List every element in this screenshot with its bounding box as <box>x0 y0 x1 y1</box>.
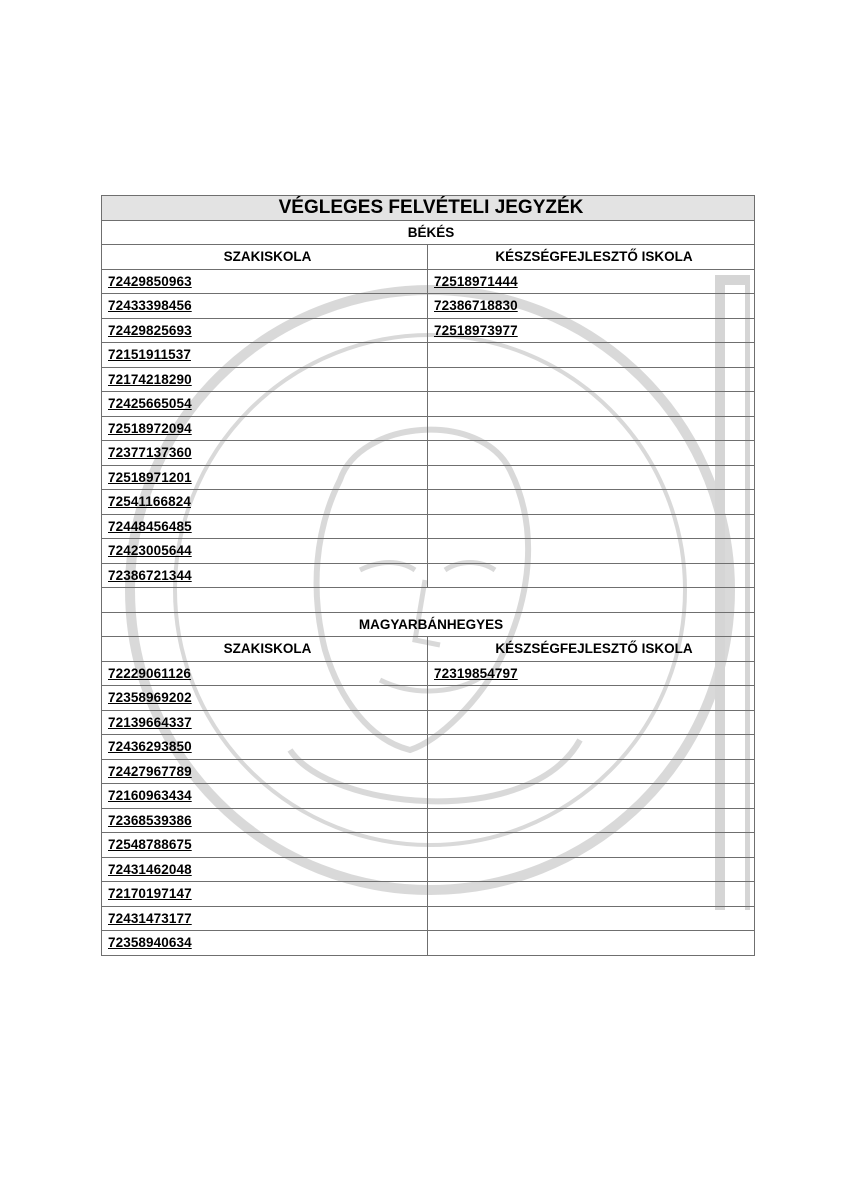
table-cell <box>428 710 755 735</box>
applicant-code: 72170197147 <box>108 886 192 902</box>
spacer-cell <box>102 588 755 613</box>
column-header-keszsegfejleszto: KÉSZSÉGFEJLESZTŐ ISKOLA <box>428 637 755 662</box>
table-cell <box>428 490 755 515</box>
table-row <box>102 833 755 858</box>
table-row <box>102 686 755 711</box>
section-header-row <box>102 612 755 637</box>
table-cell <box>428 367 755 392</box>
column-header-row <box>102 245 755 270</box>
table-row <box>102 294 755 319</box>
applicant-code: 72160963434 <box>108 788 192 804</box>
applicant-code: 72541166824 <box>108 494 191 510</box>
applicant-code: 72429850963 <box>108 273 192 289</box>
table-row <box>102 563 755 588</box>
table-cell <box>102 833 428 858</box>
section-header-row <box>102 220 755 245</box>
applicant-code: 72229061126 <box>108 665 191 681</box>
table-cell <box>102 514 428 539</box>
table-cell <box>428 269 755 294</box>
applicant-code: 72431462048 <box>108 861 192 877</box>
applicant-code: 72518972094 <box>108 420 192 436</box>
table-cell <box>102 490 428 515</box>
title-row <box>102 196 755 221</box>
table-cell <box>428 735 755 760</box>
table-row <box>102 416 755 441</box>
table-row <box>102 735 755 760</box>
applicant-code: 72518973977 <box>434 322 518 338</box>
table-cell <box>102 710 428 735</box>
table-cell <box>102 759 428 784</box>
table-row <box>102 759 755 784</box>
column-header-szakiskola: SZAKISKOLA <box>102 245 428 270</box>
applicant-code: 72518971444 <box>434 273 518 289</box>
applicant-code: 72377137360 <box>108 445 192 461</box>
table-cell <box>102 661 428 686</box>
table-cell <box>102 784 428 809</box>
table-cell <box>102 686 428 711</box>
table-cell <box>102 882 428 907</box>
table-cell <box>428 833 755 858</box>
table-cell <box>102 367 428 392</box>
page-title: VÉGLEGES FELVÉTELI JEGYZÉK <box>102 196 755 221</box>
applicant-code: 72425665054 <box>108 396 192 412</box>
table-row <box>102 808 755 833</box>
table-row <box>102 465 755 490</box>
table-cell <box>428 759 755 784</box>
table-row <box>102 784 755 809</box>
table-cell <box>428 686 755 711</box>
table-cell <box>428 416 755 441</box>
table-cell <box>102 392 428 417</box>
table-cell <box>428 808 755 833</box>
applicant-code: 72368539386 <box>108 812 192 828</box>
table-cell <box>428 931 755 956</box>
table-cell <box>102 343 428 368</box>
table-row <box>102 882 755 907</box>
table-cell <box>428 563 755 588</box>
table-row <box>102 441 755 466</box>
applicant-code: 72174218290 <box>108 371 192 387</box>
column-header-szakiskola: SZAKISKOLA <box>102 637 428 662</box>
table-cell <box>428 661 755 686</box>
applicant-code: 72518971201 <box>108 469 192 485</box>
table-row <box>102 343 755 368</box>
table-cell <box>102 857 428 882</box>
applicant-code: 72429825693 <box>108 322 192 338</box>
admission-list-table <box>101 195 755 956</box>
applicant-code: 72139664337 <box>108 714 192 730</box>
table-row <box>102 931 755 956</box>
section-name: MAGYARBÁNHEGYES <box>102 612 755 637</box>
spacer-row <box>102 588 755 613</box>
table-row <box>102 661 755 686</box>
table-cell <box>428 784 755 809</box>
table-row <box>102 514 755 539</box>
applicant-code: 72358969202 <box>108 690 192 706</box>
table-cell <box>102 318 428 343</box>
table-row <box>102 539 755 564</box>
table-row <box>102 490 755 515</box>
table-cell <box>102 563 428 588</box>
table-cell <box>428 441 755 466</box>
applicant-code: 72436293850 <box>108 739 192 755</box>
table-cell <box>102 465 428 490</box>
table-cell <box>102 808 428 833</box>
table-cell <box>102 269 428 294</box>
column-header-row <box>102 637 755 662</box>
column-header-keszsegfejleszto: KÉSZSÉGFEJLESZTŐ ISKOLA <box>428 245 755 270</box>
table-cell <box>102 735 428 760</box>
table-row <box>102 367 755 392</box>
applicant-code: 72151911537 <box>108 347 191 363</box>
applicant-code: 72386721344 <box>108 567 192 583</box>
table-row <box>102 318 755 343</box>
applicant-code: 72448456485 <box>108 518 192 534</box>
table-cell <box>102 539 428 564</box>
table-cell <box>102 416 428 441</box>
applicant-code: 72423005644 <box>108 543 192 559</box>
applicant-code: 72548788675 <box>108 837 192 853</box>
table-cell <box>102 441 428 466</box>
applicant-code: 72358940634 <box>108 935 192 951</box>
table-cell <box>428 514 755 539</box>
table-cell <box>428 465 755 490</box>
table-cell <box>428 539 755 564</box>
applicant-code: 72386718830 <box>434 298 518 314</box>
table-cell <box>428 857 755 882</box>
applicant-code: 72433398456 <box>108 298 192 314</box>
table-cell <box>428 343 755 368</box>
table-cell <box>428 294 755 319</box>
applicant-code: 72431473177 <box>108 910 192 926</box>
table-cell <box>102 294 428 319</box>
table-cell <box>102 931 428 956</box>
table-row <box>102 710 755 735</box>
table-cell <box>428 392 755 417</box>
table-cell <box>428 318 755 343</box>
table-row <box>102 269 755 294</box>
table-cell <box>428 882 755 907</box>
applicant-code: 72319854797 <box>434 665 518 681</box>
table-cell <box>428 906 755 931</box>
section-name: BÉKÉS <box>102 220 755 245</box>
table-row <box>102 392 755 417</box>
table-row <box>102 857 755 882</box>
applicant-code: 72427967789 <box>108 763 192 779</box>
table-cell <box>102 906 428 931</box>
table-row <box>102 906 755 931</box>
